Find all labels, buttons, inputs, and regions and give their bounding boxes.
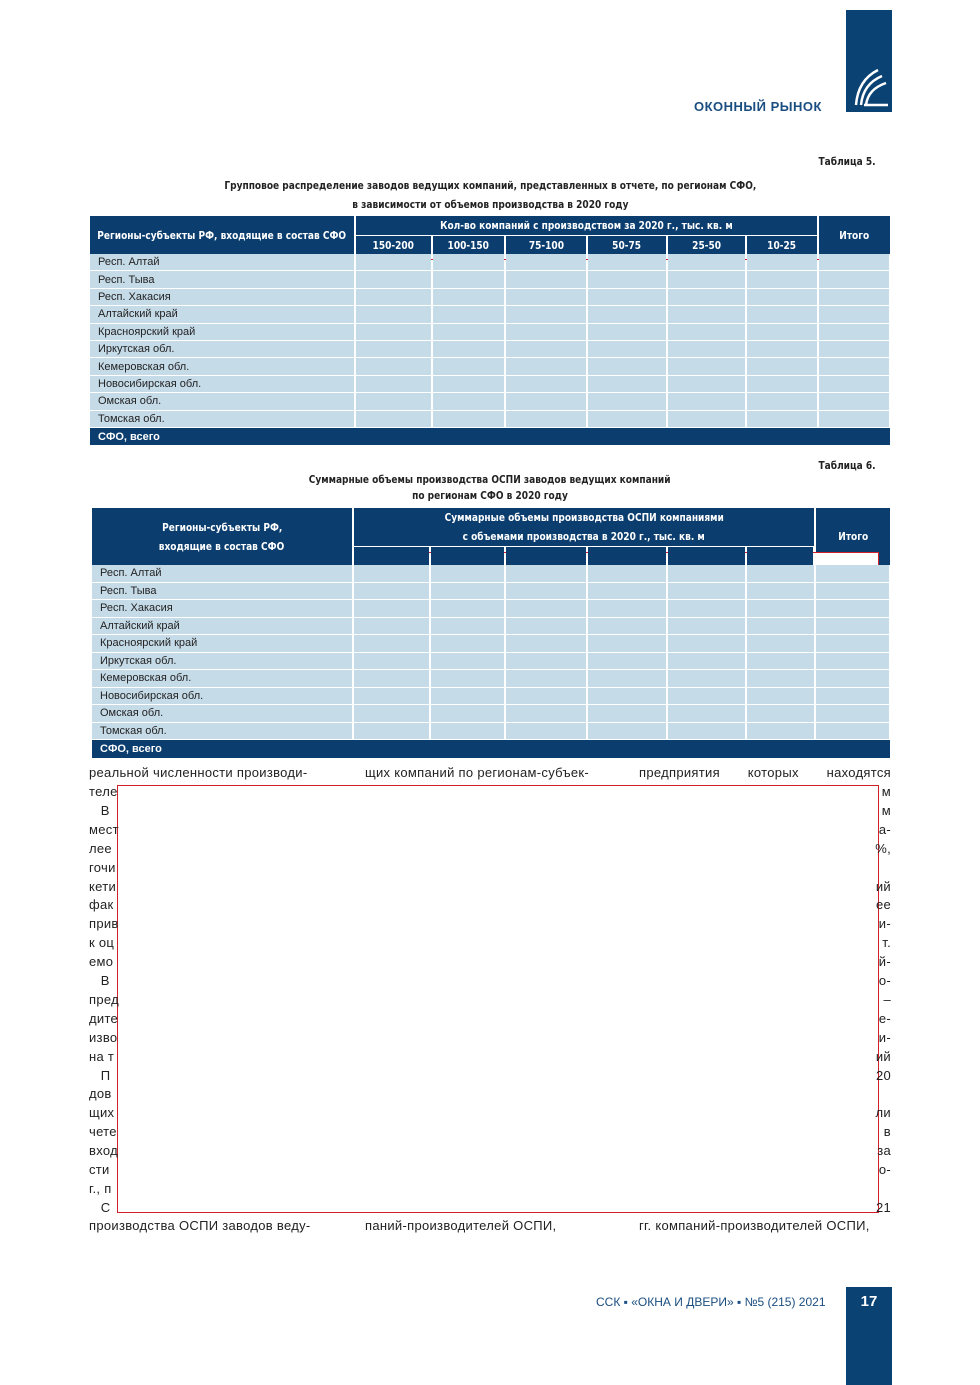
- table-row-label: Респ. Хакасия: [90, 289, 354, 306]
- body-text-fragment: а-: [878, 821, 891, 837]
- body-text-fragment: пред: [89, 991, 119, 1007]
- table-row-label: Респ. Тыва: [92, 583, 352, 601]
- table-cell: [506, 583, 586, 601]
- range-column-header: 25-50: [668, 236, 745, 254]
- table5-header-total: Итого: [819, 216, 890, 254]
- table-cell: [668, 411, 745, 428]
- table-cell: [431, 723, 504, 741]
- table-cell: [433, 254, 504, 271]
- table-cell: [819, 411, 889, 428]
- table-cell: [816, 688, 889, 706]
- table-row-label: Томская обл.: [90, 411, 354, 428]
- table-cell: [668, 635, 745, 653]
- table-cell: [668, 688, 745, 706]
- table-cell: [588, 341, 666, 358]
- table-cell: [588, 653, 666, 671]
- body-text-fragment: чете: [89, 1124, 117, 1140]
- table-cell: [431, 565, 504, 583]
- table-cell: [819, 376, 889, 393]
- table-cell: [356, 289, 431, 306]
- table-cell: [816, 635, 889, 653]
- body-text-fragment: т.: [882, 935, 891, 951]
- table-cell: [433, 376, 504, 393]
- caption-line: в зависимости от объемов производства в 2020 году: [351, 198, 629, 211]
- table-cell: [588, 306, 666, 323]
- body-text-fragment: мест: [89, 821, 119, 837]
- table-cell: [431, 583, 504, 601]
- table-cell: [668, 653, 745, 671]
- table5-caption: [90, 176, 890, 214]
- table-cell: [431, 670, 504, 688]
- table-cell: [819, 306, 889, 323]
- table-cell: [747, 635, 814, 653]
- table-row-label: Омская обл.: [90, 393, 354, 410]
- table6-caption: [90, 472, 890, 504]
- table-cell: [431, 618, 504, 636]
- body-text-fragment: С: [89, 1199, 111, 1215]
- table-row-label: Кемеровская обл.: [90, 358, 354, 375]
- magazine-logo: [846, 10, 892, 112]
- table-cell: [816, 565, 889, 583]
- table-cell: [354, 653, 429, 671]
- table-cell: [506, 254, 586, 271]
- table-cell: [356, 306, 431, 323]
- table-cell: [819, 341, 889, 358]
- table-cell: [588, 271, 666, 288]
- table-cell: [747, 705, 814, 723]
- table-cell: [588, 688, 666, 706]
- body-text-fragment: ее: [875, 897, 891, 913]
- body-text-fragment: %,: [875, 840, 891, 856]
- body-text-fragment: 20: [875, 1067, 891, 1083]
- table-row-label: Респ. Хакасия: [92, 600, 352, 618]
- table-row-label: Респ. Тыва: [90, 271, 354, 288]
- table6-label: Таблица 6.: [818, 459, 876, 472]
- table-cell: [668, 670, 745, 688]
- table-cell: [747, 358, 817, 375]
- range-column-header: [747, 547, 813, 565]
- body-text-fragment: –: [883, 991, 891, 1007]
- table5-label: Таблица 5.: [818, 155, 876, 168]
- table-cell: [356, 254, 431, 271]
- table-row-label: Кемеровская обл.: [92, 670, 352, 688]
- table-row-label: Иркутская обл.: [92, 653, 352, 671]
- table-cell: [431, 635, 504, 653]
- table-cell: [588, 565, 666, 583]
- table-cell: [588, 358, 666, 375]
- table-cell: [433, 324, 504, 341]
- table-cell: [356, 393, 431, 410]
- table-cell: [354, 670, 429, 688]
- logo-arcs-icon: [846, 10, 892, 112]
- body-text-fragment: за: [877, 1143, 891, 1159]
- table-cell: [588, 705, 666, 723]
- table-row-label: Томская обл.: [92, 723, 352, 741]
- table-cell: [816, 670, 889, 688]
- table-row-label: Омская обл.: [92, 705, 352, 723]
- table5-header-group: Кол-во компаний с производством за 2020 г., тыс. кв. м: [356, 216, 817, 235]
- table-cell: [668, 306, 745, 323]
- body-text-fragment: дов: [89, 1086, 112, 1102]
- table-cell: [819, 271, 889, 288]
- table-cell: [668, 289, 745, 306]
- body-text-fragment: е-: [878, 1010, 891, 1026]
- table-cell: [356, 324, 431, 341]
- table-cell: [668, 271, 745, 288]
- table-cell: [506, 376, 586, 393]
- body-text-fragment: щих: [89, 1105, 115, 1121]
- table-cell: [506, 306, 586, 323]
- table-cell: [816, 618, 889, 636]
- body-text-fragment: кети: [89, 878, 117, 894]
- table-cell: [588, 618, 666, 636]
- table-cell: [588, 600, 666, 618]
- table-cell: [588, 635, 666, 653]
- body-text-line: производства ОСПИ заводов веду-: [89, 1218, 311, 1233]
- table-cell: [747, 653, 814, 671]
- body-text-line: реальной численности производи-: [89, 765, 308, 780]
- table-row-label: Иркутская обл.: [90, 341, 354, 358]
- table-cell: [668, 254, 745, 271]
- table-cell: [588, 723, 666, 741]
- table-cell: [433, 271, 504, 288]
- table-cell: [506, 393, 586, 410]
- table-cell: [747, 670, 814, 688]
- table-cell: [354, 688, 429, 706]
- body-text-fragment: гочи: [89, 859, 116, 875]
- body-text-fragment: теле: [89, 784, 118, 799]
- table-cell: [506, 670, 586, 688]
- redacted-area: [117, 785, 879, 1213]
- body-text-fragment: В: [89, 973, 110, 988]
- table-cell: [506, 688, 586, 706]
- body-text-fragment: В: [89, 802, 110, 818]
- table-cell: [668, 618, 745, 636]
- table-cell: [354, 583, 429, 601]
- body-text-fragment: сти: [89, 1162, 110, 1177]
- table-cell: [356, 358, 431, 375]
- body-text-fragment: м: [881, 802, 891, 818]
- table-cell: [354, 635, 429, 653]
- table-cell: [431, 705, 504, 723]
- table6-header-region: Регионы-субъекты РФ, входящие в состав СФО: [92, 508, 352, 565]
- table-row-label: Красноярский край: [90, 324, 354, 341]
- table-cell: [506, 271, 586, 288]
- table-cell: [747, 324, 817, 341]
- caption-line: по регионам СФО в 2020 году: [412, 489, 568, 502]
- table-total-row: СФО, всего: [92, 740, 890, 758]
- table-cell: [747, 618, 814, 636]
- table-cell: [668, 393, 745, 410]
- range-column-header: 150-200: [356, 236, 431, 254]
- table-cell: [819, 254, 889, 271]
- body-text-fragment: прив: [89, 916, 119, 932]
- body-text-fragment: 21: [875, 1199, 891, 1215]
- table-cell: [588, 670, 666, 688]
- table-cell: [819, 358, 889, 375]
- table-cell: [588, 289, 666, 306]
- table-cell: [356, 376, 431, 393]
- table-cell: [506, 358, 586, 375]
- table-cell: [747, 254, 817, 271]
- body-text-fragment: фак: [89, 897, 114, 913]
- table-cell: [668, 341, 745, 358]
- body-text-line: предприятия которых находятся: [639, 765, 891, 780]
- table-cell: [588, 393, 666, 410]
- table-cell: [506, 411, 586, 428]
- body-text-fragment: ли: [875, 1105, 891, 1121]
- table-cell: [668, 376, 745, 393]
- table-row-label: Красноярский край: [92, 635, 352, 653]
- table-row-label: Алтайский край: [90, 306, 354, 323]
- table-cell: [668, 324, 745, 341]
- table-cell: [747, 376, 817, 393]
- table-cell: [747, 411, 817, 428]
- table-cell: [747, 600, 814, 618]
- table-cell: [819, 393, 889, 410]
- table-cell: [588, 254, 666, 271]
- body-text-fragment: к оц: [89, 935, 115, 951]
- range-column-header: [431, 547, 504, 565]
- table-cell: [431, 688, 504, 706]
- table-cell: [588, 324, 666, 341]
- table-cell: [506, 705, 586, 723]
- table-cell: [588, 376, 666, 393]
- table-cell: [354, 618, 429, 636]
- body-text-fragment: ий: [875, 1048, 891, 1064]
- table-cell: [588, 411, 666, 428]
- table6-header-total: Итого: [816, 508, 890, 565]
- body-text-line: гг. компаний-производителей ОСПИ,: [639, 1218, 870, 1233]
- range-column-header: [588, 547, 666, 565]
- table-cell: [816, 600, 889, 618]
- table-row-label: Респ. Алтай: [90, 254, 354, 271]
- table-cell: [747, 688, 814, 706]
- table-cell: [506, 723, 586, 741]
- table-cell: [506, 600, 586, 618]
- table-cell: [747, 289, 817, 306]
- table-cell: [588, 583, 666, 601]
- body-text-fragment: ий: [875, 878, 891, 894]
- table-cell: [747, 393, 817, 410]
- table-cell: [819, 324, 889, 341]
- table-cell: [433, 289, 504, 306]
- table-cell: [506, 653, 586, 671]
- table-cell: [506, 341, 586, 358]
- body-text-fragment: о-: [878, 1162, 891, 1177]
- table-cell: [433, 411, 504, 428]
- range-column-header: [354, 547, 429, 565]
- table-cell: [668, 565, 745, 583]
- table-cell: [668, 723, 745, 741]
- body-text-fragment: лее: [89, 840, 112, 856]
- table-cell: [354, 565, 429, 583]
- table5-header-region: Регионы-субъекты РФ, входящие в состав СФО: [90, 216, 354, 254]
- table-cell: [668, 600, 745, 618]
- table-row-label: Алтайский край: [92, 618, 352, 636]
- body-text-fragment: дите: [89, 1010, 119, 1026]
- range-column-header: 10-25: [747, 236, 817, 254]
- range-column-header: 75-100: [506, 236, 586, 254]
- table-cell: [356, 341, 431, 358]
- table-cell: [506, 324, 586, 341]
- table-cell: [747, 583, 814, 601]
- table-cell: [668, 705, 745, 723]
- table-cell: [506, 565, 586, 583]
- table-row-label: Новосибирская обл.: [92, 688, 352, 706]
- body-text-fragment: о-: [878, 973, 891, 988]
- table6-header-group: Суммарные объемы производства ОСПИ компаниями с объемами производства в 2020 г., тыс. кв. м: [354, 508, 814, 546]
- table-cell: [668, 358, 745, 375]
- body-text-fragment: г., п: [89, 1180, 112, 1196]
- table-cell: [354, 723, 429, 741]
- table-cell: [747, 565, 814, 583]
- body-text-fragment: на т: [89, 1048, 115, 1064]
- table-cell: [356, 271, 431, 288]
- table-cell: [354, 600, 429, 618]
- table-cell: [433, 306, 504, 323]
- body-text-fragment: в: [883, 1124, 891, 1140]
- table-total-row: СФО, всего: [90, 428, 890, 445]
- table-cell: [816, 705, 889, 723]
- table-cell: [506, 618, 586, 636]
- table-cell: [433, 393, 504, 410]
- table-cell: [819, 289, 889, 306]
- body-text-line: щих компаний по регионам-субъек-: [365, 765, 590, 780]
- caption-line: Суммарные объемы производства ОСПИ заводов ведущих компаний: [309, 473, 671, 486]
- range-column-header: [668, 547, 745, 565]
- footer-publication: ССК ▪ «ОКНА И ДВЕРИ» ▪ №5 (215) 2021: [596, 1295, 826, 1309]
- table-row-label: Новосибирская обл.: [90, 376, 354, 393]
- body-text-fragment: емо: [89, 954, 114, 970]
- table-cell: [356, 411, 431, 428]
- table-cell: [506, 289, 586, 306]
- body-text-fragment: и-: [878, 916, 891, 932]
- table-cell: [816, 653, 889, 671]
- body-text-fragment: и-: [878, 1029, 891, 1045]
- table-cell: [506, 635, 586, 653]
- table-cell: [668, 583, 745, 601]
- range-column-header: 50-75: [588, 236, 666, 254]
- body-text-fragment: й-: [878, 954, 891, 970]
- section-title: ОКОННЫЙ РЫНОК: [694, 99, 822, 114]
- body-text-line: паний-производителей ОСПИ,: [365, 1218, 557, 1233]
- table-cell: [747, 271, 817, 288]
- range-column-header: [506, 547, 586, 565]
- table-cell: [433, 341, 504, 358]
- page-number: 17: [846, 1287, 892, 1385]
- table-row-label: Респ. Алтай: [92, 565, 352, 583]
- caption-line: Групповое распределение заводов ведущих компаний, представленных в отчете, по регионам СФО,: [224, 179, 756, 192]
- body-text-fragment: П: [89, 1067, 111, 1083]
- table-cell: [431, 600, 504, 618]
- body-text-fragment: вход: [89, 1143, 118, 1159]
- table-cell: [747, 306, 817, 323]
- range-column-header: 100-150: [433, 236, 504, 254]
- table-cell: [747, 723, 814, 741]
- table-cell: [816, 583, 889, 601]
- table-cell: [431, 653, 504, 671]
- table-cell: [816, 723, 889, 741]
- body-text-fragment: м: [881, 784, 891, 799]
- body-text-fragment: изво: [89, 1029, 118, 1045]
- table-cell: [354, 705, 429, 723]
- table-cell: [433, 358, 504, 375]
- table-cell: [747, 341, 817, 358]
